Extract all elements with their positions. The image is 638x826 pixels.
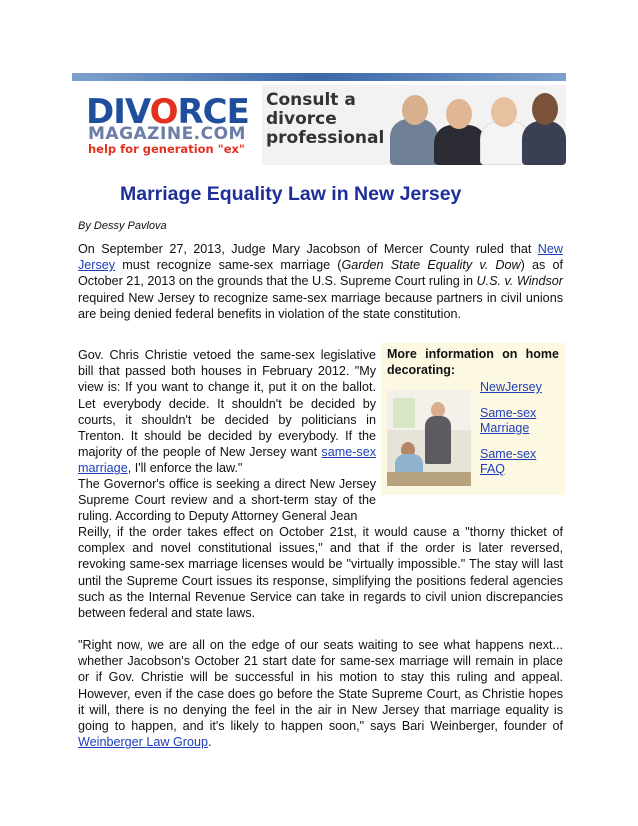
paragraph-quote: "Right now, we are all on the edge of our seats waiting to see what happens next... whether Jacobson's October 21 start date for same-sex marriage will remain in place or if Gov. Christie will be successful in his motion to stay this ruling and appeal. However, even if the case does go before the State Supreme Court, as Christie hopes it will, there is no denying the feel in the air in New Jersey that marriage equality is going to happen, and it's likely to happen soon," says Bari Weinberger, founder of Weinberger Law Group. (78, 638, 563, 750)
consult-professional-ad[interactable] (262, 85, 566, 165)
sidebar-links (480, 380, 560, 488)
sidebar-link-same-sex-faq[interactable]: Same-sex FAQ (480, 446, 537, 476)
weinberger-law-group-link[interactable]: Weinberger Law Group (78, 735, 208, 750)
paragraph-stay-request-part2: Reilly, if the order takes effect on October 21st, it would cause a "thorny thicket of complex and novel constitutional issues," and that if the order is later reversed, revoking same-sex marriage licenses would be "virtually impossible." The stay will last until the Supreme Court issues its response, simplifying the positions federal agencies such as the Internal Revenue Service can take in regards to civil union discrepancies between federal and state laws. (78, 525, 563, 621)
logo-wordmark: DIVORCE (86, 92, 249, 132)
more-info-sidebar (381, 343, 565, 495)
logo-subtitle: MAGAZINE.COM (88, 124, 246, 144)
new-jersey-link[interactable]: New Jersey (78, 242, 563, 273)
banner-top-bar (72, 73, 566, 81)
sidebar-heading: More information on home decorating: (387, 347, 559, 377)
sidebar-link-same-sex-marriage[interactable]: Same-sex Marriage (480, 405, 537, 435)
banner-ad[interactable] (72, 73, 566, 171)
same-sex-marriage-link[interactable]: same-sex marriage (78, 445, 376, 476)
article-title: Marriage Equality Law in New Jersey (120, 183, 462, 205)
sidebar-photo (387, 390, 471, 486)
divorce-magazine-logo[interactable] (86, 92, 254, 157)
paragraph-ruling: On September 27, 2013, Judge Mary Jacobson of Mercer County ruled that New Jersey must recognize same-sex marriage (Garden State Equality v. Dow) as of October 21, 2013 on the grounds that the U.S. Supreme Court ruling in U.S. v. Windsor required New Jersey to recognize same-sex marriage because partners in civil unions are being denied federal benefits in violation of the state constitution. (78, 242, 564, 321)
byline: By Dessy Pavlova (78, 220, 167, 232)
sidebar-link-new-jersey[interactable]: NewJersey (480, 380, 542, 394)
ad-text: Consult a divorce professional (266, 90, 385, 148)
logo-tagline: help for generation "ex" (88, 142, 245, 156)
paragraph-christie-veto: Gov. Chris Christie vetoed the same-sex legislative bill that passed both houses in February 2012. "My view is: If you want to change it, put it on the ballot. Let everybody decide. It shouldn't be decided by courts, it shouldn't be decided by politicians in Trenton. It should be decided by everybody. If the majority of the people of New Jersey want same-sex marriage, I'll enforce the law." (78, 348, 376, 476)
paragraph-stay-request-part1: The Governor's office is seeking a direct New Jersey Supreme Court review and a short-term stay of the ruling. According to Deputy Attorney General Jean (78, 477, 376, 524)
